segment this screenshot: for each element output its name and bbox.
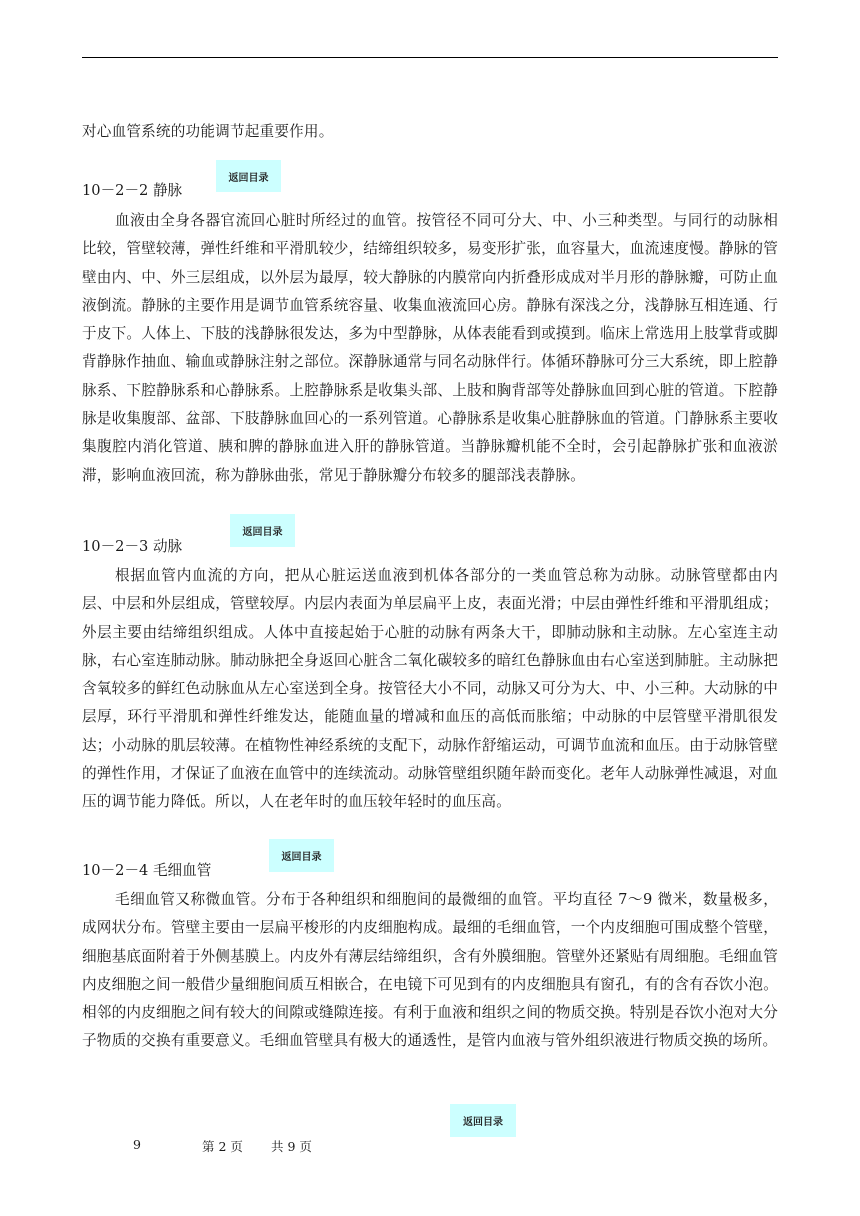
back-to-toc-button[interactable]: 返回目录 [450, 1104, 516, 1137]
section-heading-veins: 10－2－2 静脉 [82, 182, 183, 199]
header-rule [82, 57, 778, 58]
section-heading-arteries: 10－2－3 动脉 [82, 538, 183, 555]
back-to-toc-button[interactable]: 返回目录 [269, 839, 334, 872]
back-to-toc-button[interactable]: 返回目录 [216, 160, 281, 192]
footer-page-label: 第 2 页 [202, 1139, 243, 1154]
section-body-veins: 血液由全身各器官流回心脏时所经过的血管。按管径不同可分大、中、小三种类型。与同行的动脉相比较，管壁较薄，弹性纤维和平滑肌较少，结缔组织较多，易变形扩张，血容量大，血流速度慢。静脉的管壁由内、中、外三层组成，以外层为最厚，较大静脉的内膜常向内折叠形成成对半月形的静脉瓣，可防止血液倒流。静脉的主要作用是调节血管系统容量、收集血液流回心房。静脉有深浅之分，浅静脉互相连通、行于皮下。人体上、下肢的浅静脉很发达，多为中型静脉，从体表能看到或摸到。临床上常选用上肢掌背或脚背静脉作抽血、输血或静脉注射之部位。深静脉通常与同名动脉伴行。体循环静脉可分三大系统，即上腔静脉系、下腔静脉系和心静脉系。上腔静脉系是收集头部、上肢和胸背部等处静脉血回到心脏的管道。下腔静脉是收集腹部、盆部、下肢静脉血回心的一系列管道。心静脉系是收集心脏静脉血的管道。门静脉系主要收集腹腔内消化管道、胰和脾的静脉血进入肝的静脉管道。当静脉瓣机能不全时，会引起静脉扩张和血液淤滞，影响血液回流，称为静脉曲张，常见于静脉瓣分布较多的腿部浅表静脉。 [82, 212, 778, 484]
section-heading-capillaries: 10－2－4 毛细血管 [82, 862, 212, 879]
back-to-toc-button[interactable]: 返回目录 [230, 514, 295, 547]
footer-total-label: 共 9 页 [271, 1139, 312, 1154]
section-body-arteries: 根据血管内血流的方向，把从心脏运送血液到机体各部分的一类血管总称为动脉。动脉管壁都由内层、中层和外层组成，管壁较厚。内层内表面为单层扁平上皮，表面光滑；中层由弹性纤维和平滑肌组成；外层主要由结缔组织组成。人体中直接起始于心脏的动脉有两条大干，即肺动脉和主动脉。左心室连主动脉，右心室连肺动脉。肺动脉把全身返回心脏含二氧化碳较多的暗红色静脉血由右心室送到肺脏。主动脉把含氧较多的鲜红色动脉血从左心室送到全身。按管径大小不同，动脉又可分为大、中、小三种。大动脉的中层厚，环行平滑肌和弹性纤维发达，能随血量的增减和血压的高低而胀缩；中动脉的中层管壁平滑肌很发达；小动脉的肌层较薄。在植物性神经系统的支配下，动脉作舒缩运动，可调节血流和血压。由于动脉管壁的弹性作用，才保证了血液在血管中的连续流动。动脉管壁组织随年龄而变化。老年人动脉弹性减退，对血压的调节能力降低。所以，人在老年时的血压较年轻时的血压高。 [82, 567, 778, 811]
footer-number: 9 [133, 1137, 141, 1152]
intro-line: 对心血管系统的功能调节起重要作用。 [82, 123, 334, 140]
section-body-capillaries: 毛细血管又称微血管。分布于各种组织和细胞间的最微细的血管。平均直径 7～9 微米，数量极多，成网状分布。管壁主要由一层扁平梭形的内皮细胞构成。最细的毛细血管，一个内皮细胞可围成整个管壁，细胞基底面附着于外侧基膜上。内皮外有薄层结缔组织，含有外膜细胞。管壁外还紧贴有周细胞。毛细血管内皮细胞之间一般借少量细胞间质互相嵌合，在电镜下可见到有的内皮细胞具有窗孔，有的含有吞饮小泡。相邻的内皮细胞之间有较大的间隙或缝隙连接。有利于血液和组织之间的物质交换。特别是吞饮小泡对大分子物质的交换有重要意义。毛细血管壁具有极大的通透性，是管内血液与管外组织液进行物质交换的场所。 [82, 891, 778, 1050]
